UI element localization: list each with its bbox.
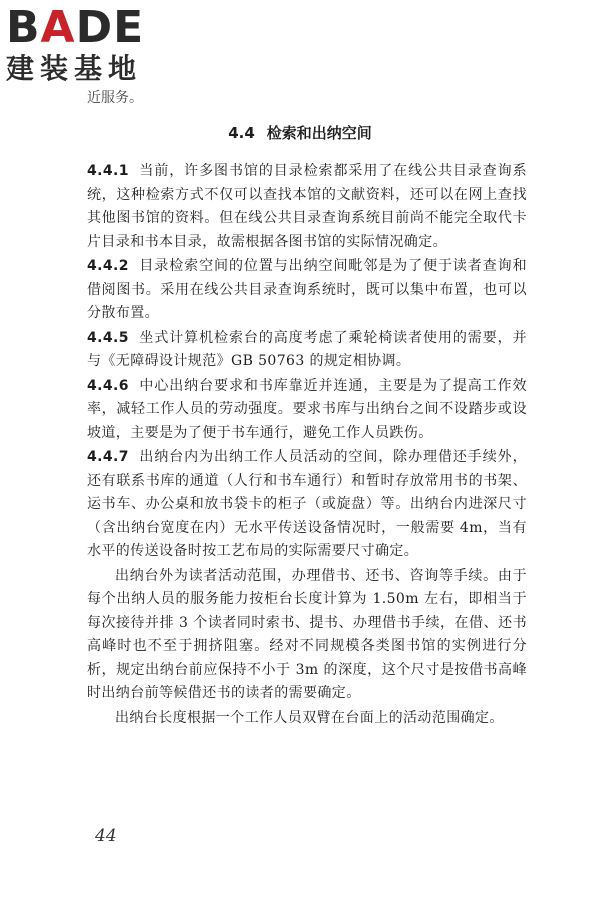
paragraph-text: 出纳台外为读者活动范围，办理借书、还书、咨询等手续。由于每个出纳人员的服务能力按柜台长度计算为 1.50m 左右，即相当于每次接待并排 3 个读者同时索书、提书、办理借书手续，在借、还书高峰时也不至于拥挤阻塞。经对不同规模各类图书馆的实例进行分析，规定出纳台前应保持不小于 3m 的深度，这个尺寸是按借书高峰时出纳台前等候借还书的读者的需要确定。: [87, 567, 527, 701]
section-heading: [0, 122, 600, 143]
clause-number: 4.4.7: [87, 449, 129, 465]
clause-number: 4.4.1: [87, 163, 129, 179]
clause-4-4-5: [87, 327, 527, 374]
clause-text: 目录检索空间的位置与出纳空间毗邻是为了便于读者查询和借阅图书。采用在线公共目录查询系统时，既可以集中布置，也可以分散布置。: [87, 258, 527, 321]
page-number: 44: [95, 826, 117, 846]
clause-text: 中心出纳台要求和书库靠近并连通，主要是为了提高工作效率，减轻工作人员的劳动强度。要求书库与出纳台之间不设踏步或设坡道，主要是为了便于书车通行，避免工作人员跌伤。: [87, 377, 527, 441]
logo-letters-de: DE: [75, 2, 145, 53]
logo-subtitle: 建装基地: [6, 52, 143, 85]
clause-number: 4.4.6: [87, 377, 129, 394]
logo-wordmark: [6, 4, 176, 52]
clause-4-4-2: [87, 255, 527, 326]
brand-logo: [6, 4, 176, 84]
clause-4-4-7-paragraph-2: [87, 565, 527, 706]
document-body: [87, 160, 527, 731]
clause-4-4-7-paragraph-3: [87, 707, 527, 731]
clause-text: 坐式计算机检索台的高度考虑了乘轮椅读者使用的需要，并与《无障碍设计规范》GB 50763 的规定相协调。: [87, 329, 527, 369]
clause-text: 出纳台内为出纳工作人员活动的空间，除办理借还手续外，还有联系书库的通道（人行和书车通行）和暂时存放常用书的书架、运书车、办公桌和放书袋卡的柜子（或旋盘）等。出纳台内进深尺寸（含出纳台宽度在内）无水平传送设备情况时，一般需要 4m，当有水平的传送设备时按工艺布局的实际需要尺寸确定。: [87, 449, 527, 559]
clause-number: 4.4.5: [87, 329, 129, 346]
clause-text: 当前，许多图书馆的目录检索都采用了在线公共目录查询系统，这种检索方式不仅可以查找本馆的文献资料，还可以在网上查找其他图书馆的资料。但在线公共目录查询系统目前尚不能完全取代卡片目录和书本目录，故需根据各图书馆的实际情况确定。: [87, 163, 527, 250]
clause-4-4-7: [87, 446, 527, 564]
continuation-text: 近服务。: [87, 90, 143, 106]
paragraph-text: 出纳台长度根据一个工作人员双臂在台面上的活动范围确定。: [115, 709, 504, 726]
clause-4-4-6: [87, 375, 527, 446]
logo-letter-b: B: [6, 2, 41, 53]
clause-4-4-1: [87, 160, 527, 254]
clause-number: 4.4.2: [87, 258, 129, 274]
logo-letter-a: A: [40, 2, 76, 53]
section-number: 4.4: [228, 124, 255, 142]
section-title-text: 检索和出纳空间: [266, 124, 372, 142]
